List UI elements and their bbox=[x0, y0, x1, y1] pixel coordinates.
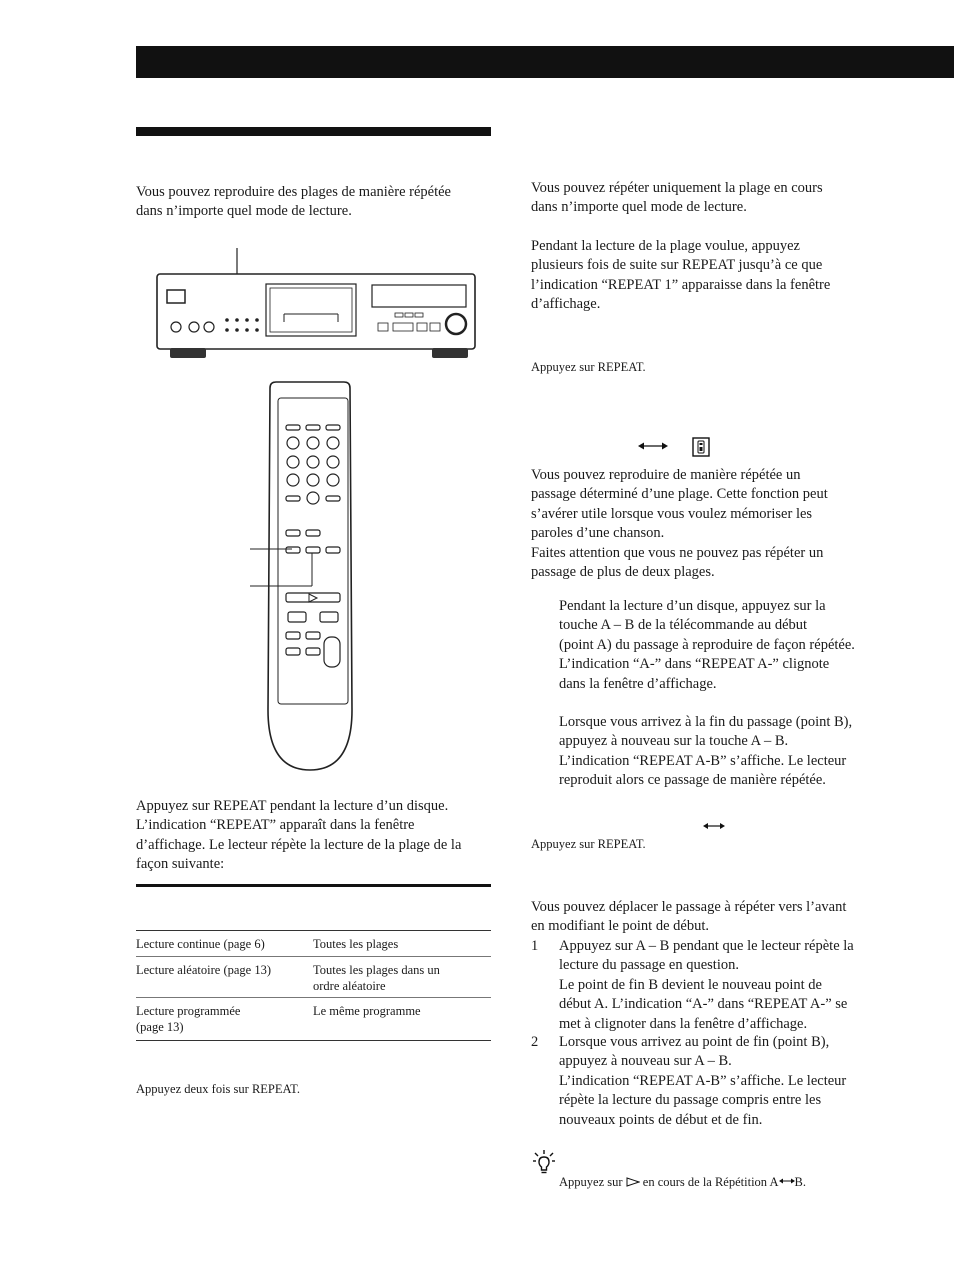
list-number: 2 bbox=[531, 1034, 539, 1050]
table-row: Lecture continue (page 6) Toutes les plages bbox=[136, 931, 491, 957]
repeat-one-intro: Vous pouvez répéter uniquement la plage en cours dans n’importe quel mode de lecture. bbox=[531, 180, 823, 216]
double-arrow-icon bbox=[703, 821, 725, 831]
double-arrow-icon bbox=[638, 440, 668, 452]
cd-player-illustration bbox=[150, 248, 485, 363]
move-passage-intro: Vous pouvez déplacer le passage à répéter vers l’avant en modifiant le point de début. bbox=[531, 899, 847, 935]
tip-lightbulb-icon bbox=[533, 1150, 555, 1176]
tip-text: Appuyez sur en cours de la Répétition A B. bbox=[559, 1175, 806, 1189]
cancel-repeat-ab-text: Appuyez sur REPEAT. bbox=[531, 837, 646, 851]
section-rule bbox=[136, 127, 491, 136]
mode-table bbox=[136, 930, 491, 1041]
remote-control-illustration bbox=[250, 380, 360, 775]
repeat-ab-intro: Vous pouvez reproduire de manière répétée un passage déterminé d’une plage. Cette fonction peut s’avérer utile lorsque vous voulez mémoriser les paroles d’une chanson. Faites attention que vous ne pouvez pas répéter un passage de plus de deux plages. bbox=[531, 467, 828, 581]
remote-icon bbox=[692, 437, 710, 457]
list-item: Lorsque vous arrivez au point de fin (point B), appuyez à nouveau sur A – B. L’indication “REPEAT A-B” s’affiche. Le lecteur répète la lecture du passage compris entre les nouveaux points de début et de fin. bbox=[559, 1034, 847, 1128]
table-top-rule bbox=[136, 884, 491, 887]
left-body: Appuyez sur REPEAT pendant la lecture d’un disque. L’indication “REPEAT” apparaît dans la fenêtre d’affichage. Le lecteur répète la lecture de la plage de la façon suivante: bbox=[136, 798, 462, 873]
header-bar bbox=[136, 46, 954, 78]
list-item: Appuyez sur A – B pendant que le lecteur répète la lecture du passage en question. Le point de fin B devient le nouveau point de début A. L’indication “A-” dans “REPEAT A-” se met à clignoter dans la fenêtre d’affichage. bbox=[559, 938, 854, 1032]
table-row: Lecture aléatoire (page 13) Toutes les plages dans un ordre aléatoire bbox=[136, 957, 491, 998]
play-icon bbox=[626, 1177, 640, 1187]
list-number: 1 bbox=[531, 938, 539, 954]
cancel-repeat-text: Appuyez deux fois sur REPEAT. bbox=[136, 1082, 300, 1096]
repeat-one-body: Pendant la lecture de la plage voulue, appuyez plusieurs fois de suite sur REPEAT jusqu’à ce que l’indication “REPEAT 1” apparaisse dans la fenêtre d’affichage. bbox=[531, 238, 831, 313]
left-intro: Vous pouvez reproduire des plages de manière répétée dans n’importe quel mode de lecture. bbox=[136, 184, 451, 220]
cancel-repeat-one-text: Appuyez sur REPEAT. bbox=[531, 360, 646, 374]
repeat-ab-step-1: Pendant la lecture d’un disque, appuyez sur la touche A – B de la télécommande au début (point A) du passage à reproduire de façon répétée. L’indication “A-” dans “REPEAT A-” clignote dans la fenêtre d’affichage. bbox=[559, 598, 855, 692]
table-row: Lecture programmée (page 13) Le même programme bbox=[136, 998, 491, 1041]
double-arrow-icon bbox=[779, 1177, 795, 1185]
repeat-ab-step-2: Lorsque vous arrivez à la fin du passage (point B), appuyez à nouveau sur la touche A – B. L’indication “REPEAT A-B” s’affiche. Le lecteur reproduit alors ce passage de manière répétée. bbox=[559, 714, 853, 789]
